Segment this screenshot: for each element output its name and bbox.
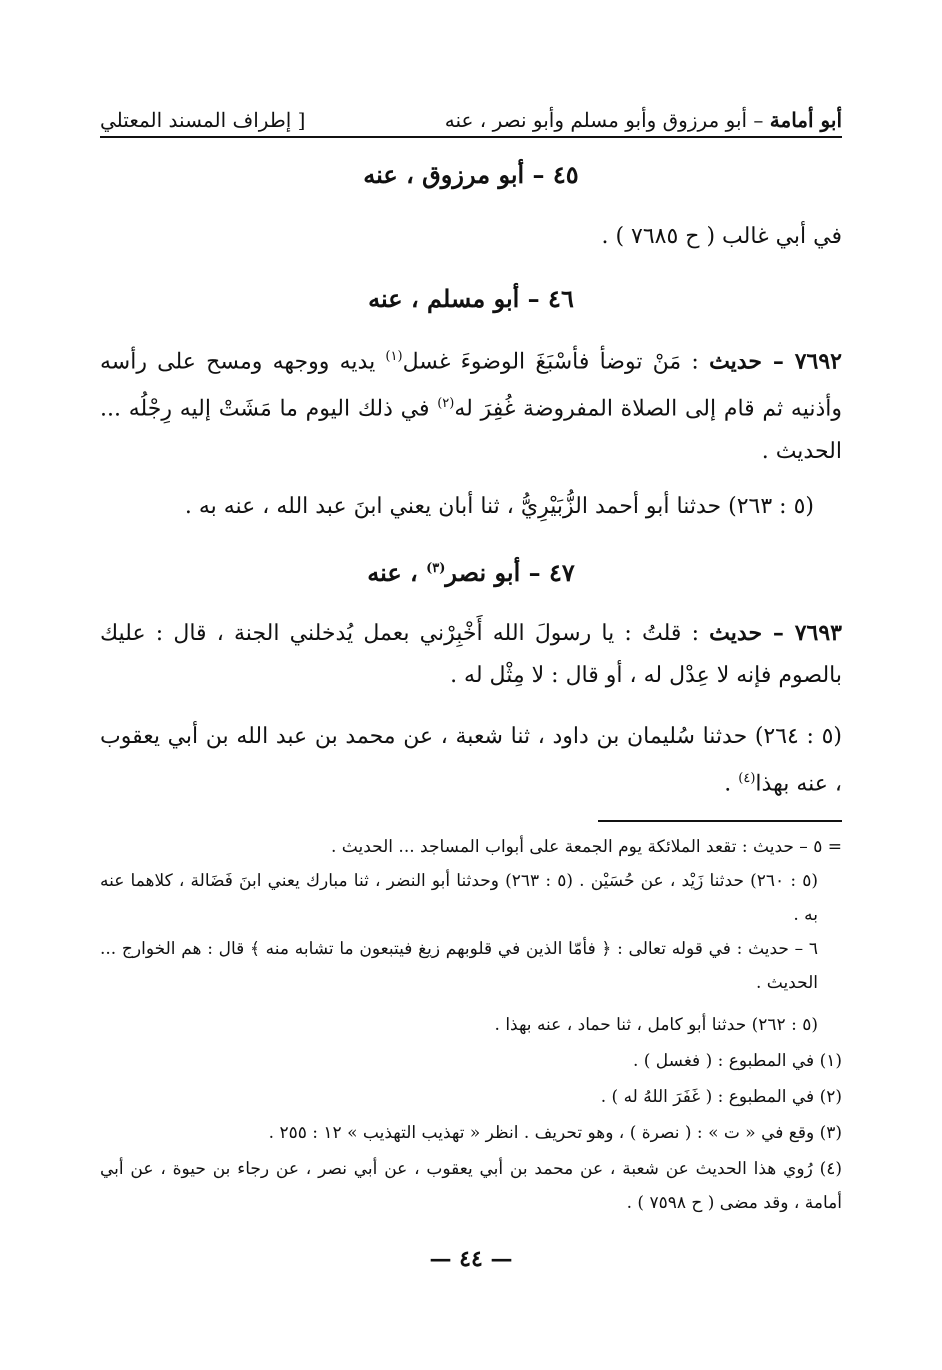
footnote-2: (٢) في المطبوع : ( غَفَرَ اللهُ له ) . — [600, 1087, 842, 1107]
hadith-7692-label: – حديث — [709, 348, 795, 375]
header-chapter-rest: – أبو مرزوق وأبو مسلم وأبو نصر ، عنه — [444, 108, 770, 132]
footnote-continued-3: ٦ – حديث : في قوله تعالى : ﴿ فأمّا الذين في قلوبهم زيغ فيتبعون ما تشابه منه ﴾ قال : هم الخوارج ... الحديث . — [100, 939, 818, 993]
footnote-3: (٣) وقع في « ت » : ( نصرة ) ، وهو تحريف . انظر « تهذيب التهذيب » ١٢ : ٢٥٥ . — [268, 1123, 842, 1143]
header-chapter — [445, 108, 842, 132]
hadith-7693-text: : قلتُ : يا رسولَ الله أَخْبِرْني بعمل يُدخلني الجنة ، قال : عليك بالصوم فإنه لا عِدْل له ، أو قال : لا مِثْل له . — [100, 621, 842, 688]
footnote-ref-2: (٢) — [437, 396, 455, 412]
section-47-title-a: ٤٧ – أبو نصر — [445, 558, 575, 587]
footnote-ref-3: (٣) — [426, 561, 446, 576]
hadith-7692 — [100, 336, 842, 473]
footnote-continued-1: = ٥ – حديث : تقعد الملائكة يوم الجمعة على أبواب المساجد ... الحديث . — [330, 837, 842, 857]
section-47-title — [100, 558, 842, 587]
hadith-7693-label: – حديث — [709, 620, 795, 646]
footnote-continued-4: (٥ : ٢٦٢) حدثنا أبو كامل ، ثنا حماد ، عنه بهذا . — [494, 1015, 818, 1035]
hadith-7693-isnad-b: . — [724, 771, 739, 797]
footnote-1: (١) في المطبوع : ( فغسل ) . — [632, 1051, 842, 1071]
hadith-7692-text-a: : مَنْ توضأ فأسْبَغَ الوضوءَ غسل — [402, 349, 710, 375]
footnote-continued-2: (٥ : ٢٦٠) حدثنا زَيْد ، عن حُسَيْن . (٥ : ٢٦٣) وحدثنا أبو النضر ، ثنا مبارك يعني ابنَ فَضَالة ، كلاهما عنه به . — [100, 871, 818, 925]
hadith-7693-isnad-a: (٥ : ٢٦٤) حدثنا سُليمان بن داود ، ثنا شعبة ، عن محمد بن عبد الله بن أبي يعقوب ، عنه بهذا — [100, 724, 843, 797]
hadith-7693-isnad — [100, 716, 842, 805]
footnote-divider — [598, 820, 842, 822]
page-number: — ٤٤ — — [429, 1246, 513, 1272]
header-chapter-bold: أبو أمامة — [769, 108, 842, 132]
hadith-7692-text-b: يديه ووجهه ومسح على رأسه وأذنيه ثم قام إلى الصلاة المفروضة غُفِرَ له — [100, 349, 842, 422]
section-45-title: ٤٥ – أبو مرزوق ، عنه — [363, 160, 579, 189]
hadith-7692-number: ٧٦٩٢ — [794, 348, 842, 375]
hadith-7692-text-c: في ذلك اليوم ما مَشَتْ إليه رِجْلُه ... الحديث . — [100, 396, 842, 464]
hadith-7692-isnad: (٥ : ٢٦٣) حدثنا أبو أحمد الزُّبَيْرِيُّ ، ثنا أبان يعني ابنَ عبد الله ، عنه به . — [184, 494, 814, 519]
footnote-ref-1: (١) — [385, 349, 403, 364]
hadith-7693 — [100, 612, 842, 697]
section-45-text: في أبي غالب ( ح ٧٦٨٥ ) . — [601, 224, 842, 249]
section-46-title: ٤٦ – أبو مسلم ، عنه — [368, 284, 574, 313]
footnote-ref-4: (٤) — [738, 771, 756, 786]
section-47-title-b: ، عنه — [367, 558, 427, 587]
header-book-title: [ إطراف المسند المعتلي — [100, 108, 306, 132]
footnote-4: (٤) رُوي هذا الحديث عن شعبة ، عن محمد بن أبي يعقوب ، عن أبي نصر ، عن رجاء بن حيوة ، عن أبي أمامة ، وقد مضى ( ح ٧٥٩٨ ) . — [100, 1159, 842, 1213]
running-header — [100, 96, 842, 138]
hadith-7693-number: ٧٦٩٣ — [794, 620, 842, 646]
